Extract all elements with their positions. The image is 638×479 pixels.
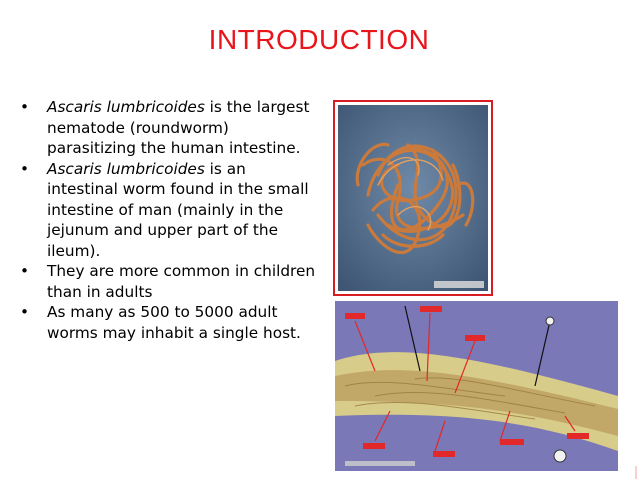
bullet-item	[20, 302, 320, 343]
bullet-item	[20, 261, 320, 302]
worm-photo-frame	[333, 100, 493, 296]
bullet-list	[20, 97, 320, 343]
bullet-dot: •	[20, 303, 30, 321]
bullet-text: As many as 500 to 5000 adult worms may inhabit a single host.	[47, 303, 301, 342]
bullet-text: is the largest nematode (roundworm) parasitizing the human intestine.	[47, 98, 310, 157]
corner-decoration	[616, 466, 638, 479]
worm-cluster-image	[338, 105, 488, 291]
species-name: Ascaris lumbricoides	[47, 98, 205, 116]
slide-title: INTRODUCTION	[208, 24, 430, 55]
bullet-dot: •	[20, 98, 30, 116]
bullet-text: is an intestinal worm found in the small intestine of man (mainly in the jejunum and upper part of the ileum).	[47, 159, 309, 260]
worm-cluster-photo	[338, 105, 488, 291]
species-name: Ascaris lumbricoides	[47, 159, 205, 178]
intestine-micrograph	[335, 301, 618, 471]
intestine-section-image	[335, 301, 618, 471]
bullet-item	[20, 159, 320, 262]
bullet-dot: •	[20, 159, 30, 178]
bullet-item	[20, 97, 320, 159]
bullet-dot: •	[20, 262, 30, 280]
bullet-text: They are more common in children than in adults	[47, 262, 316, 301]
